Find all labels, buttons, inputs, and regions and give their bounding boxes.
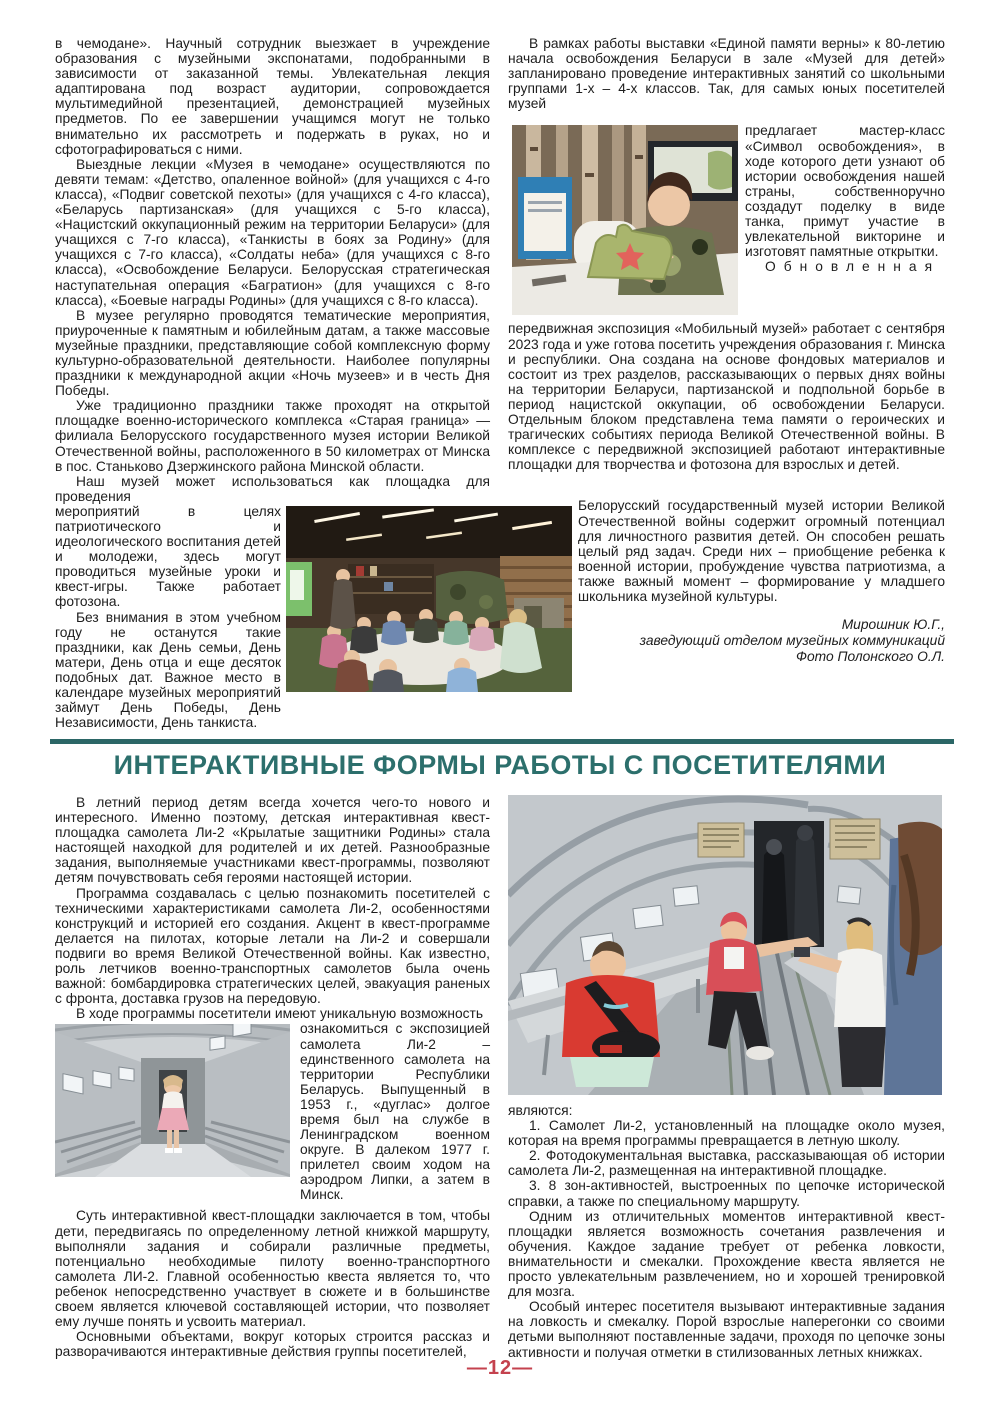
paragraph: Без внимания в этом учебном году не останутся такие праздники, как День семьи, День матери, День отца и еще десяток подобных дат. Важное место в календаре музейных мероприятий займут День Победы, День Независимости, День танкиста.	[55, 609, 281, 731]
paragraph: Основными объектами, вокруг которых строится рассказ и разворачиваются интерактивные действия группы посетителей,	[55, 1329, 490, 1360]
paragraph: Выездные лекции «Музея в чемодане» осуществляются по девяти темам: «Детство, опаленное войной» (для учащихся с 4-го класса), «Подвиг советской пехоты» (для учащихся с 4-го класса), «Беларусь партизанская» (для учащихся с 5-го класса), «Нацистский оккупационный режим на территории Беларуси» (для учащихся с 7-го класса), «Танкисты в боях за Родину» (для учащихся с 7-го класса), «Солдаты неба» (для учащихся с 8-го класса), «Освобождение Беларуси. Белорусская стратегическая наступательная операция «Багратион» (для учащихся с 8-го класса), «Боевые награды Родины» (для учащихся с 8-го класса).	[55, 156, 490, 308]
photo-children-round-table-museum	[286, 506, 572, 692]
paragraph: предлагает мастер-класс «Символ освобождения», в ходе которого дети узнают об истории освобождения нашей страны, собственноручно создадут поделку в виде танка, примут участие в увлекательной викторине и изготовят памятные открытки.	[745, 123, 945, 260]
paragraph: в чемодане». Научный сотрудник выезжает в учреждение образования с музейными экспонатами, подобранными в зависимости от заказанной темы. Увлекательная лекция адаптирована под возраст аудитории, сопровождается мультимедийной презентацией, демонстрацией музейных предметов. По ее завершении учащимся могут не только внимательно их рассмотреть и подержать в руках, но и сфотографироваться с ними.	[55, 36, 490, 157]
photo-girl-inside-li2-airplane	[55, 1024, 290, 1177]
paragraph: Программа создавалась с целью познакомить посетителей с техническими характеристиками самолета Ли-2, особенностями конструкций и историей его создания. Акцент в квест-программе делается на пилотах, которые летали на Ли-2 и совершали подвиги во время Великой Отечественной войны. Как известно, роль летчиков военно-транспортных самолетов была очень важной: бомбардировка стратегических целей, эвакуация раненых с фронта, доставка грузов на передовую.	[55, 885, 490, 1007]
list-item: 3. 8 зон-активностей, выстроенных по цепочке исторической справки, а также по специальному маршруту.	[508, 1178, 945, 1209]
adult-denim-foreground	[884, 822, 942, 1095]
paragraph: ознакомиться с экспозицией самолета Ли-2 – единственного самолета на территории Республики Беларусь. Выпущенный в 1953 г., «дуглас» долгое время был на службе в Ленинградском военном округе. В далеком 1977 г. прилетел своим ходом на аэродром Липки, а затем в Минск.	[300, 1021, 490, 1203]
paragraph: В рамках работы выставки «Единой памяти верны» к 80-летию начала освобождения Беларуси в зале «Музей для детей» запланировано проведение интерактивных занятий со школьными группами 1-х – 4-х классов. Так, для самых юных посетителей музей	[508, 36, 945, 112]
article-column-top-right	[508, 36, 945, 666]
photo-masterclass-boy-craft	[512, 125, 738, 315]
paragraph: Суть интерактивной квест-площадки заключается в том, чтобы дети, передвигаясь по определенному летной книжкой маршруту, выполняли задания и собирали различные предметы, потенциально необходимые пилоту военно-транспортного самолета ЛИ-2. Главной особенностью квеста является то, что ребенок непосредственно участвует в сюжете и в большинстве своем является ключевой составляющей истории, что позволяет ему лучше понять и усвоить материал.	[55, 1208, 490, 1330]
section-title: ИНТЕРАКТИВНЫЕ ФОРМЫ РАБОТЫ С ПОСЕТИТЕЛЯМИ	[113, 750, 887, 780]
author-name: Мирошник Ю.Г.,	[841, 617, 945, 633]
paragraph: Особый интерес посетителя вызывают интерактивные задания на ловкость и смекалку. Порой взрослые наперегонки со своими детьми выполняют поставленные задачи, проходя по цепочке зоны активности и получая отметки в стилизованных летных книжках.	[508, 1299, 945, 1360]
paragraph: Белорусский государственный музей истории Великой Отечественной войны содержит огромный потенциал для личностного развития детей. Он способен решать целый ряд задач. Среди них – приобщение ребенка к военной истории, пробуждение чувства патриотизма, а также важный момент – формирование у младшего школьника музейной культуры.	[578, 498, 945, 604]
paragraph: Уже традиционно праздники также проходят на открытой площадке военно-исторического комплекса «Старая граница» — филиала Белорусского государственного музея истории Великой Отечественной войны, расположенного в 50 километрах от Минска в пос. Станьково Дзержинского района Минской области.	[55, 398, 490, 474]
author-credit	[508, 617, 945, 666]
page-number: —12—	[466, 1357, 534, 1379]
paragraph: В летний период детям всегда хочется чего-то нового и интересного. Именно поэтому, детская интерактивная квест-площадка самолета Ли-2 «Крылатые защитники Родины» стала настоящей находкой для родителей и их детей. Разнообразные задания, выполняемые участниками квест-программы, позволяют детям почувствовать себя героями настоящей истории.	[55, 795, 490, 886]
photo-children-inside-li2-quest	[508, 795, 942, 1095]
photo-text-row	[55, 1021, 490, 1207]
paragraph: Наш музей может использоваться как площадка для проведения	[55, 473, 490, 504]
paragraph: В музее регулярно проводятся тематические мероприятия, приуроченные к памятным и юбилейным датам, а также массовые музейные праздники, представляющие собой комплексную форму культурно-образовательной деятельности. Наиболее популярны праздники к международной акции «Ночь музеев» и в честь Дня Победы.	[55, 307, 490, 399]
rear-doorway-with-visitors	[754, 821, 824, 947]
paragraph: Одним из отличительных моментов интерактивной квест-площадки является возможность сочетания развлечения и обучения. Каждое задание требует от ребенка ловкости, внимательности и смекалки. Прохождение квеста является не просто увлекательным развлечением, но и хорошей тренировкой для мозга.	[508, 1208, 945, 1300]
text-wrap-beside-photo	[745, 123, 945, 274]
text-wrap-beside-photo	[55, 504, 281, 730]
article-column-bottom-right	[508, 795, 945, 1360]
section-divider-bar	[50, 739, 954, 744]
camo-tent	[436, 571, 508, 624]
paragraph-start: Обновленная	[765, 259, 941, 275]
article-column-bottom-left	[55, 795, 490, 1359]
author-role: заведующий отделом музейных коммуникаций	[639, 633, 945, 649]
photo-text-row	[508, 123, 945, 321]
paragraph: являются:	[508, 1103, 573, 1118]
paragraph: В ходе программы посетители имеют уникальную возможность	[76, 1006, 484, 1022]
ceiling-lights	[286, 506, 572, 558]
list-item: 1. Самолет Ли-2, установленный на площадке около музея, которая на время программы превращается в летную школу.	[508, 1118, 945, 1149]
text-wrap-beside-photo	[300, 1021, 490, 1202]
blue-stand	[518, 177, 572, 259]
paragraph: мероприятий в целях патриотического и идеологического воспитания детей и молодежи, здесь могут проводиться музейные уроки и квест-игры. Также работает фотозона.	[55, 503, 281, 610]
photo-credit: Фото Полонского О.Л.	[796, 649, 945, 665]
paragraph: передвижная экспозиция «Мобильный музей» работает с сентября 2023 года и уже готова посетить учреждения образования г. Минска и республики. Она создана на основе фондовых материалов и состоит из трех разделов, рассказывающих о первых днях войны на территории Беларуси, партизанской и подпольной борьбе в период нацистской оккупации, об освобождении Беларуси. Отдельным блоком представлена тема памяти о героических и трагических событиях периода Великой Отечественной войны. В комплексе с передвижной экспозицией работают интерактивные площадки для творчества и фотозона для взрослых и детей.	[508, 321, 945, 473]
screen-content	[290, 570, 304, 600]
list-item: 2. Фотодокументальная выставка, рассказывающая об истории самолета Ли-2, размещенная на интерактивной площадке.	[508, 1148, 945, 1179]
